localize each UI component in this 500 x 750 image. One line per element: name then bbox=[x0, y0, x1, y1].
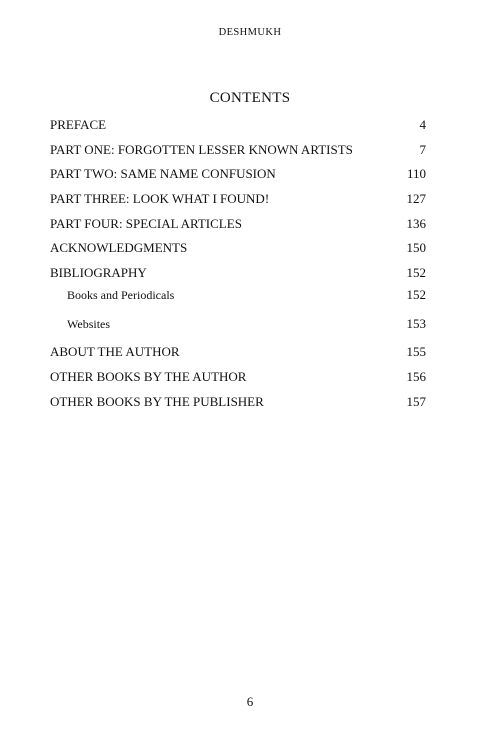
toc-entry-label: PART THREE: LOOK WHAT I FOUND! bbox=[50, 191, 270, 207]
toc-entry-label: Books and Periodicals bbox=[67, 288, 175, 303]
toc-entry-label: PART TWO: SAME NAME CONFUSION bbox=[50, 166, 276, 182]
table-of-contents bbox=[50, 117, 426, 418]
toc-entry-page: 152 bbox=[406, 287, 426, 303]
toc-entry-label: OTHER BOOKS BY THE PUBLISHER bbox=[50, 393, 264, 409]
toc-entry-other-books-by-publisher bbox=[50, 394, 426, 410]
toc-entry-label: PART FOUR: SPECIAL ARTICLES bbox=[50, 215, 242, 231]
toc-entry-page: 136 bbox=[406, 215, 426, 231]
toc-entry-page: 127 bbox=[406, 191, 426, 207]
toc-entry-acknowledgments bbox=[50, 240, 426, 256]
toc-entry-label: OTHER BOOKS BY THE AUTHOR bbox=[50, 368, 247, 384]
toc-subentry-books-and-periodicals bbox=[50, 287, 426, 303]
contents-title: CONTENTS bbox=[209, 90, 291, 106]
toc-entry-page: 155 bbox=[406, 344, 426, 360]
toc-entry-about-the-author bbox=[50, 344, 426, 360]
toc-entry-part-one bbox=[50, 142, 426, 158]
toc-entry-bibliography bbox=[50, 265, 426, 281]
toc-entry-page: 157 bbox=[406, 393, 426, 409]
toc-entry-label: ABOUT THE AUTHOR bbox=[50, 344, 180, 360]
toc-entry-part-two bbox=[50, 166, 426, 182]
toc-entry-label: BIBLIOGRAPHY bbox=[50, 265, 147, 281]
toc-entry-page: 110 bbox=[406, 166, 426, 182]
toc-entry-page: 150 bbox=[406, 240, 426, 256]
page-number: 6 bbox=[246, 694, 254, 709]
toc-entry-label: PREFACE bbox=[50, 117, 107, 132]
toc-entry-other-books-by-author bbox=[50, 369, 426, 385]
toc-entry-part-four bbox=[50, 216, 426, 232]
toc-entry-page: 153 bbox=[406, 316, 426, 332]
toc-entry-page: 4 bbox=[419, 117, 426, 132]
toc-entry-label: ACKNOWLEDGMENTS bbox=[50, 240, 188, 256]
toc-entry-page: 152 bbox=[406, 265, 426, 281]
toc-entry-part-three bbox=[50, 191, 426, 207]
toc-subentry-websites bbox=[50, 316, 426, 332]
toc-entry-label: Websites bbox=[67, 317, 111, 332]
toc-entry-page: 156 bbox=[406, 368, 426, 384]
toc-entry-label: PART ONE: FORGOTTEN LESSER KNOWN ARTISTS bbox=[50, 141, 353, 157]
running-head: DESHMUKH bbox=[218, 27, 282, 38]
toc-entry-page: 7 bbox=[419, 141, 426, 157]
toc-entry-preface bbox=[50, 117, 426, 133]
